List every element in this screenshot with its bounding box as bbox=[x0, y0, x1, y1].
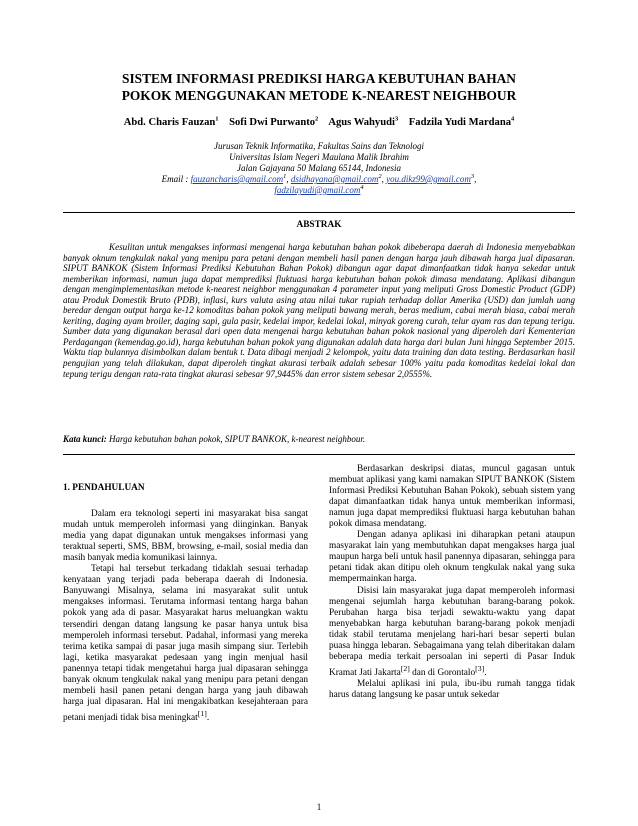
email-label: Email : bbox=[161, 174, 191, 184]
citation-ref: [2] bbox=[400, 663, 410, 673]
email-link[interactable]: you.dikz99@gmail.com bbox=[386, 174, 471, 184]
title-line-1: SISTEM INFORMASI PREDIKSI HARGA KEBUTUHAN BAHAN bbox=[122, 71, 516, 86]
email-sup: 1 bbox=[283, 173, 287, 180]
title-line-2: POKOK MENGGUNAKAN METODE K-NEAREST NEIGHBOUR bbox=[121, 88, 517, 103]
page-number: 1 bbox=[316, 802, 322, 812]
affiliation-line: Universitas Islam Negeri Maulana Malik Ibrahim bbox=[229, 152, 409, 162]
abstract-text: Kesulitan untuk mengakses informasi mengenai harga kebutuhan bahan pokok dibeberapa daerah di Indonesia menyebabkan banyak oknum tengkulak nakal yang menipu para petani dengan membeli hasil panen dengan harga jauh dibawah harga jual dipasaran. SIPUT BANKOK (Sistem Informasi Prediksi Kebutuhan Bahan Pokok) dibangun agar dapat dimanfaatkan tidak hanya sekedar untuk memberikan informasi, namun juga dapat memprediksi fluktuasi harga kebutuhan bahan pokok dimasa mendatang. Aplikasi dibangun dengan mengimplementasikan metode k-nearest neighbor menggunakan 4 parameter input yang meliputi Gross Domestic Product (GDP) atau Produk Domestik Bruto (PDB), inflasi, kurs valuta asing atau nilai tukar rupiah terhadap dollar Amerika (USD) dan jumlah uang beredar dengan output harga ke-12 komoditas bahan pokok yang meliputi bawang merah, beras medium, cabai merah biasa, cabai merah keriting, daging ayam broiler, daging sapi, gula pasir, kedelai impor, kedelai lokal, minyak goreng curah, telur ayam ras dan tepung terigu. Sumber data yang digunakan berasal dari open data mengenai harga kebutuhan bahan pokok nasional yang diperoleh dari Kementerian Perdagangan (kemendag.go.id), harga kebutuhan bahan pokok yang digunakan adalah data harga dari bulan Juni hingga September 2015. Waktu tiap bulannya disimbolkan dalam bentuk t. Data dibagi menjadi 2 kelompok, yaitu data training dan data testing. Berdasarkan hasil pengujian yang telah dilakukan, dapat diperoleh tingkat akurasi terbaik adalah sebesar 100% yaitu pada komoditas kedelai lokal dan tepung terigu dengan rata-rata tingkat akurasi sebesar 97,9445% dan error sistem sebesar 2,0555%. bbox=[63, 242, 575, 379]
email-sup: 3 bbox=[470, 173, 475, 180]
author-sup: 3 bbox=[394, 115, 399, 123]
body-paragraph bbox=[329, 586, 575, 679]
paper-title bbox=[60, 70, 578, 104]
email-sup: 2 bbox=[378, 173, 382, 180]
email-link[interactable]: dsidhayana@gmail.com bbox=[290, 174, 379, 184]
citation-ref: [3] bbox=[475, 663, 485, 673]
email-sup: 4 bbox=[360, 184, 364, 191]
email-line: Email : fauzancharis@gmail.com$^1$, dsidhayana@gmail.com$^2$, you.dikz99@gmail.com$^3$, bbox=[161, 173, 477, 184]
body-paragraph: Dengan adanya aplikasi ini diharapkan petani ataupun masyarakat lain yang membutuhkan dapat mengakses harga jual maupun harga beli untuk hasil panennya dipasaran, sehingga para petani tidak akan ditipu oleh oknum tengkulak nakal yang suka mempermainkan harga. bbox=[329, 530, 575, 585]
paragraph-text: Disisi lain masyarakat juga dapat memperoleh informasi mengenai sejumlah harga kebutuhan barang-barang pokok. Perubahan harga bisa terjadi sewaktu-waktu yang dapat menyebabkan harga kebutuhan barang-barang pokok menjadi tidak stabil terutama menjelang hari-hari besar seperti bulan puasa hingga lebaran. Sebagaimana yang telah diberitakan dalam beberapa media terkait persoalan ini seperti di Pasar Induk Kramat Jati Jakarta bbox=[329, 585, 575, 678]
author-sup: 4 bbox=[511, 115, 515, 123]
author-sup: 2 bbox=[315, 115, 319, 123]
left-column bbox=[63, 483, 308, 724]
affiliation-line: Jalan Gajayana 50 Malang 65144, Indonesia bbox=[237, 163, 401, 173]
citation-ref: [1] bbox=[197, 708, 207, 718]
author-name: Abd. Charis Fauzan bbox=[123, 117, 216, 128]
email-link[interactable]: fadzilayudi@gmail.com bbox=[274, 185, 361, 195]
email-link[interactable]: fauzancharis@gmail.com bbox=[190, 174, 284, 184]
affiliation-line: Jurusan Teknik Informatika, Fakultas Sains dan Teknologi bbox=[213, 141, 425, 151]
body-paragraph: Melalui aplikasi ini pula, ibu-ibu rumah tangga tidak harus datang langsung ke pasar untuk sekedar bbox=[329, 678, 575, 701]
abstract-heading: ABSTRAK bbox=[296, 220, 342, 230]
body-paragraph: Berdasarkan deskripsi diatas, muncul gagasan untuk membuat aplikasi yang kami namakan SIPUT BANKOK (Sistem Informasi Prediksi Kebutuhan Bahan Pokok), sebuah sistem yang dapat dimanfaatkan tidak hanya untuk memberikan informasi, namun juga dapat memprediksi fluktuasi harga kebutuhan bahan pokok dimasa mendatang. bbox=[329, 464, 575, 530]
keywords-text: Harga kebutuhan bahan pokok, SIPUT BANKOK, k-nearest neighbour. bbox=[106, 434, 366, 444]
paragraph-text: dan di Gorontalo bbox=[409, 667, 476, 678]
author-name: Fadzila Yudi Mardana bbox=[408, 117, 512, 128]
author-list bbox=[30, 117, 608, 128]
divider-bottom bbox=[63, 454, 575, 455]
affiliation-block bbox=[40, 141, 598, 196]
author-name: Sofi Dwi Purwanto bbox=[229, 117, 316, 128]
paragraph-text: . bbox=[484, 667, 487, 678]
paragraph-text: . bbox=[206, 712, 210, 723]
keywords-line bbox=[63, 434, 575, 444]
right-column bbox=[329, 464, 575, 701]
author-name: Agus Wahyudi bbox=[328, 117, 395, 128]
email-line bbox=[40, 185, 598, 196]
body-paragraph bbox=[63, 564, 308, 724]
body-paragraph: Dalam era teknologi seperti ini masyarakat bisa sangat mudah untuk memperoleh informasi yang diinginkan. Banyak media yang dapat digunakan untuk mengakses informasi yang teraktual seperti, SMS, BBM, browsing, e-mail, sosial media dan masih banyak media komunikasi lainnya. bbox=[63, 509, 308, 564]
divider-top bbox=[63, 212, 575, 213]
section-heading: 1. PENDAHULUAN bbox=[63, 483, 145, 493]
paragraph-text: Tetapi hal tersebut terkadang tidaklah sesuai terhadap kenyataan yang terjadi pada beberapa daerah di Indonesia. Banyuwangi Misalnya, selama ini masyarakat sulit untuk mengakses informasi. Terutama informasi tentang harga bahan pokok yang ada di pasar. Masyarakat harus meluangkan waktu tersendiri dengan datang langsung ke pasar hanya untuk bisa memperoleh informasi tersebut. Padahal, informasi yang mereka terima ketika sampai di pasar juga masih simpang siur. Terlebih lagi, ketika masyarakat pedesaan yang ingin menjual hasil panennya tetapi tidak mengetahui harga jual dipasaran sehingga banyak oknum tengkulak nakal yang menipu para petani dengan membeli hasil panen petani dengan harga yang jauh dibawah harga jual dipasaran. Hal ini mengakibatkan kesejahteraan para petani menjadi tidak bisa meningkat bbox=[63, 564, 308, 723]
keywords-label: Kata kunci: bbox=[63, 434, 107, 444]
author-sup: 1 bbox=[215, 115, 219, 123]
